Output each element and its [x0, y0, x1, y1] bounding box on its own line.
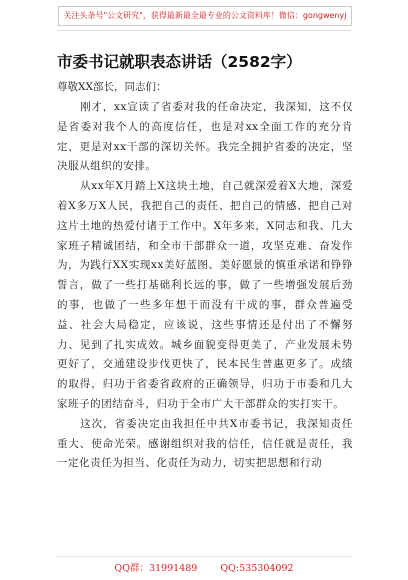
qq-group-label: QQ群：31991489: [114, 563, 198, 574]
qq-label: QQ:535304092: [220, 563, 294, 574]
salutation: 尊敬XX部长，同志们：: [57, 81, 167, 93]
document-title: 市委书记就职表态讲话（2582字）: [57, 53, 302, 71]
paragraph: 这次，省委决定由我担任中共X市委书记，我深知责任重大、使命光荣。感谢组织对我的信任，信任就是责任，我一定化责任为担当、化责任为动力，切实把思想和行动: [57, 417, 353, 470]
paragraph: 从xx年X月踏上X这块土地，自己就深爱着X大地，深爱着X多万X人民，我把自己的责任、把自己的情感、把自己对这片土地的热爱付诸于工作中。X年多来，X同志和我、几大家班子精诚团结，和全市干部群众一道，攻坚克难、奋发作为，为践行XX实现xx美好蓝图、美好愿景的慎重承诺和铮铮誓言，做了一些打基础利长远的事，做了一些增强发展后劲的事，也做了一些多年想干而没有干成的事，群众普遍受益、社会大局稳定，应该说，这些事情还是付出了不懈努力、见到了扎实成效。城乡面貌变得更美了，产业发展未势更好了，交通建设步伐更快了，民本民生普惠更多了。成绩的取得，归功于省委省政府的正确领导，归功于市委和几大家班子的团结奋斗，归功于全市广大干部群众的实打实干。: [57, 180, 353, 410]
footer-contact: [0, 560, 408, 574]
header-divider: [57, 30, 351, 31]
document-body: [57, 98, 353, 474]
footer-divider: [57, 556, 351, 557]
paragraph: 刚才，xx宣读了省委对我的任命决定，我深知，这不仅是省委对我个人的高度信任，也是对xx全面工作的充分肯定，更是对xx干部的深切关怀。我完全拥护省委的决定，坚决服从组织的安排。: [57, 101, 353, 173]
promo-banner: 关注头条号"公文研究"，获得最新最全最专业的公文资料库！微信：gongwenyj: [58, 6, 352, 26]
